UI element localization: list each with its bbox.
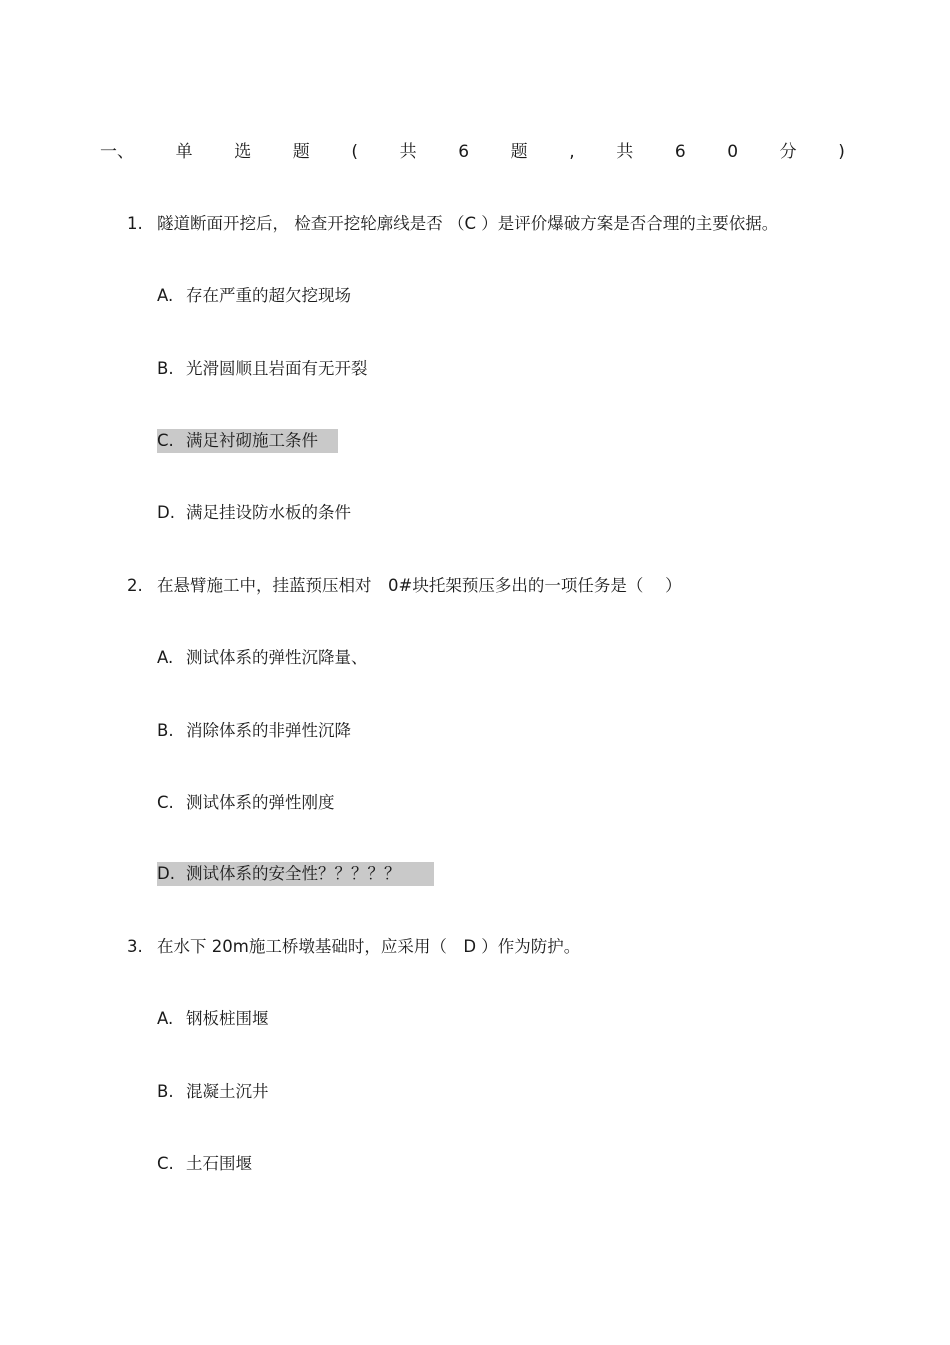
- option-letter: C.: [157, 793, 174, 812]
- question-3: [127, 935, 580, 959]
- option-letter: B.: [157, 721, 174, 740]
- option-text: 测试体系的安全性？？？？？: [186, 864, 401, 883]
- question-1-option-c-highlighted: [157, 429, 338, 453]
- question-number: 1.: [127, 214, 143, 233]
- option-text: 光滑圆顺且岩面有无开裂: [186, 359, 368, 378]
- section-heading: [100, 141, 845, 163]
- section-heading-char: 分: [779, 142, 797, 162]
- option-letter: D.: [157, 503, 175, 522]
- question-2-option-d-highlighted: [157, 862, 434, 886]
- section-heading-char: 0: [727, 142, 739, 162]
- option-text: 测试体系的弹性沉降量、: [186, 648, 368, 667]
- option-letter: A.: [157, 1009, 174, 1028]
- question-1-option-d: [157, 501, 351, 525]
- section-heading-char: 单: [175, 142, 193, 162]
- option-letter: B.: [157, 359, 174, 378]
- question-number: 2.: [127, 576, 143, 595]
- question-2: [127, 574, 682, 598]
- option-letter: B.: [157, 1082, 174, 1101]
- option-text: 满足衬砌施工条件: [186, 431, 318, 450]
- option-text: 钢板桩围堰: [186, 1009, 269, 1028]
- section-heading-char: ,: [569, 142, 575, 162]
- option-letter: A.: [157, 286, 174, 305]
- section-heading-char: 共: [616, 142, 634, 162]
- question-text: 在水下 20m施工桥墩基础时，应采用（ D ）作为防护。: [157, 937, 581, 956]
- option-text: 土石围堰: [186, 1154, 252, 1173]
- question-1-option-b: [157, 357, 368, 381]
- question-number: 3.: [127, 937, 143, 956]
- option-letter: C.: [157, 431, 174, 450]
- option-letter: A.: [157, 648, 174, 667]
- section-heading-char: 6: [458, 142, 470, 162]
- question-3-option-b: [157, 1080, 269, 1104]
- question-2-option-b: [157, 719, 351, 743]
- question-3-option-a: [157, 1007, 269, 1031]
- option-text: 消除体系的非弹性沉降: [186, 721, 351, 740]
- section-heading-char: 一、: [100, 142, 134, 162]
- section-heading-char: 6: [674, 142, 686, 162]
- section-heading-char: (: [351, 142, 359, 162]
- option-text: 混凝土沉井: [186, 1082, 269, 1101]
- question-1: [127, 212, 778, 236]
- option-text: 测试体系的弹性刚度: [186, 793, 335, 812]
- question-1-option-a: [157, 284, 351, 308]
- question-2-option-c: [157, 791, 335, 815]
- question-text: 在悬臂施工中，挂蓝预压相对 0#块托架预压多出的一项任务是（ ）: [157, 576, 682, 595]
- option-text: 存在严重的超欠挖现场: [186, 286, 351, 305]
- option-letter: D.: [157, 864, 175, 883]
- section-heading-char: 题: [292, 142, 310, 162]
- question-3-option-c: [157, 1152, 252, 1176]
- section-heading-char: ): [838, 142, 845, 162]
- option-text: 满足挂设防水板的条件: [186, 503, 351, 522]
- section-heading-char: 选: [234, 142, 252, 162]
- question-text: 隧道断面开挖后， 检查开挖轮廓线是否 （C ）是评价爆破方案是否合理的主要依据。: [157, 214, 779, 233]
- option-letter: C.: [157, 1154, 174, 1173]
- section-heading-char: 题: [510, 142, 528, 162]
- question-2-option-a: [157, 646, 368, 670]
- section-heading-char: 共: [399, 142, 417, 162]
